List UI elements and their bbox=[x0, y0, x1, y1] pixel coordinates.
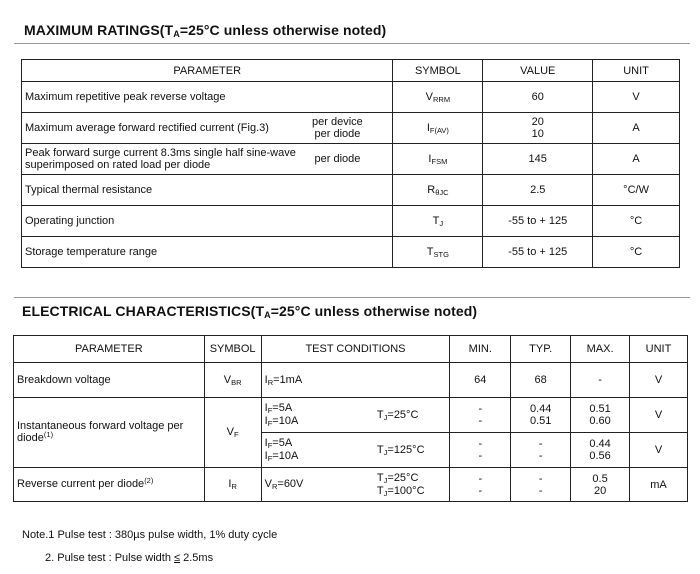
unit-cell: V bbox=[593, 82, 680, 113]
header-max: MAX. bbox=[571, 336, 630, 363]
max-cell: 0.5 20 bbox=[571, 468, 630, 502]
header-min: MIN. bbox=[450, 336, 511, 363]
unit-cell: °C bbox=[593, 206, 680, 237]
electrical-title: ELECTRICAL $CHARACTERISTICS(T_A=25^\circ C$ unless otherwise noted) bbox=[22, 303, 478, 320]
param-cell: Operating junction bbox=[22, 206, 393, 237]
condition-cell: IF=5A IF=10A bbox=[261, 433, 374, 468]
header-typ: TYP. bbox=[511, 336, 571, 363]
max-cell: 0.51 0.60 bbox=[571, 398, 630, 433]
max-cell: - bbox=[571, 363, 630, 398]
param-cell: Maximum repetitive peak reverse voltage bbox=[22, 82, 393, 113]
header-parameter: PARAMETER bbox=[14, 336, 205, 363]
max-ratings-title: MAXIMUM $RATINGS(T_A=25^\circ C$ unless otherwise noted) bbox=[24, 22, 387, 39]
param-cell: Reverse current per diode$^{(2)}$ bbox=[14, 468, 205, 502]
param-cell: Maximum average forward rectified current (Fig.3) per device per diode bbox=[22, 113, 393, 144]
max-cell: 0.44 0.56 bbox=[571, 433, 630, 468]
param-cell: Peak forward surge current 8.3ms single half sine-wave superimposed on rated load per diode per diode bbox=[22, 144, 393, 175]
table-row bbox=[14, 398, 688, 433]
value-cell: 2.5 bbox=[483, 175, 593, 206]
value-cell: -55 to + 125 bbox=[483, 237, 593, 268]
unit-cell: A bbox=[593, 144, 680, 175]
condition-cell: IF=5A IF=10A bbox=[261, 398, 374, 433]
header-value: VALUE bbox=[483, 60, 593, 82]
table-row bbox=[22, 206, 680, 237]
symbol-cell: VBR bbox=[204, 363, 261, 398]
temperature-cell: TJ=25°C TJ=100°C bbox=[374, 468, 450, 502]
note-2: 2. Pulse test : Pulse width ≤ 2.5ms bbox=[45, 552, 214, 564]
unit-cell: A bbox=[593, 113, 680, 144]
temperature-cell: TJ=25°C bbox=[374, 398, 450, 433]
param-cell: Typical thermal resistance bbox=[22, 175, 393, 206]
table-header-row bbox=[14, 336, 688, 363]
header-unit: UNIT bbox=[630, 336, 688, 363]
table-row bbox=[14, 363, 688, 398]
symbol-cell: VF bbox=[204, 398, 261, 468]
header-unit: UNIT bbox=[593, 60, 680, 82]
typ-cell: 0.44 0.51 bbox=[511, 398, 571, 433]
condition-cell: VR=60V bbox=[261, 468, 374, 502]
table-row bbox=[22, 82, 680, 113]
symbol-cell: RθJC bbox=[393, 175, 483, 206]
min-cell: - - bbox=[450, 468, 511, 502]
symbol-cell: VRRM bbox=[393, 82, 483, 113]
symbol-cell: TSTG bbox=[393, 237, 483, 268]
symbol-cell: IR bbox=[204, 468, 261, 502]
min-cell: - - bbox=[450, 398, 511, 433]
unit-cell: °C bbox=[593, 237, 680, 268]
header-parameter: PARAMETER bbox=[22, 60, 393, 82]
table-row bbox=[22, 144, 680, 175]
value-cell: 60 bbox=[483, 82, 593, 113]
header-symbol: SYMBOL bbox=[393, 60, 483, 82]
header-test-conditions: TEST CONDITIONS bbox=[261, 336, 450, 363]
unit-cell: V bbox=[630, 398, 688, 433]
param-cell: Instantaneous forward voltage per diode$^{(1)}$ bbox=[14, 398, 205, 468]
note-1: Note.1 Pulse test : 380µs pulse width, 1% duty cycle bbox=[22, 529, 278, 541]
typ-cell: - - bbox=[511, 468, 571, 502]
table-row bbox=[22, 113, 680, 144]
value-cell: 145 bbox=[483, 144, 593, 175]
typ-cell: 68 bbox=[511, 363, 571, 398]
header-symbol: SYMBOL bbox=[204, 336, 261, 363]
unit-cell: V bbox=[630, 363, 688, 398]
max-ratings-table bbox=[21, 59, 680, 268]
symbol-cell: IFSM bbox=[393, 144, 483, 175]
table-header-row bbox=[22, 60, 680, 82]
temperature-cell: TJ=125°C bbox=[374, 433, 450, 468]
condition-cell: IR=1mA bbox=[261, 363, 450, 398]
param-cell: Breakdown voltage bbox=[14, 363, 205, 398]
electrical-table bbox=[13, 335, 688, 502]
unit-cell: V bbox=[630, 433, 688, 468]
symbol-cell: IF(AV) bbox=[393, 113, 483, 144]
min-cell: - - bbox=[450, 433, 511, 468]
section-divider bbox=[14, 43, 690, 44]
table-row bbox=[14, 468, 688, 502]
value-cell: -55 to + 125 bbox=[483, 206, 593, 237]
typ-cell: - - bbox=[511, 433, 571, 468]
symbol-cell: TJ bbox=[393, 206, 483, 237]
unit-cell: mA bbox=[630, 468, 688, 502]
section-divider bbox=[14, 297, 690, 298]
value-cell: 20 10 bbox=[483, 113, 593, 144]
min-cell: 64 bbox=[450, 363, 511, 398]
table-row bbox=[22, 237, 680, 268]
unit-cell: °C/W bbox=[593, 175, 680, 206]
table-row bbox=[22, 175, 680, 206]
param-cell: Storage temperature range bbox=[22, 237, 393, 268]
